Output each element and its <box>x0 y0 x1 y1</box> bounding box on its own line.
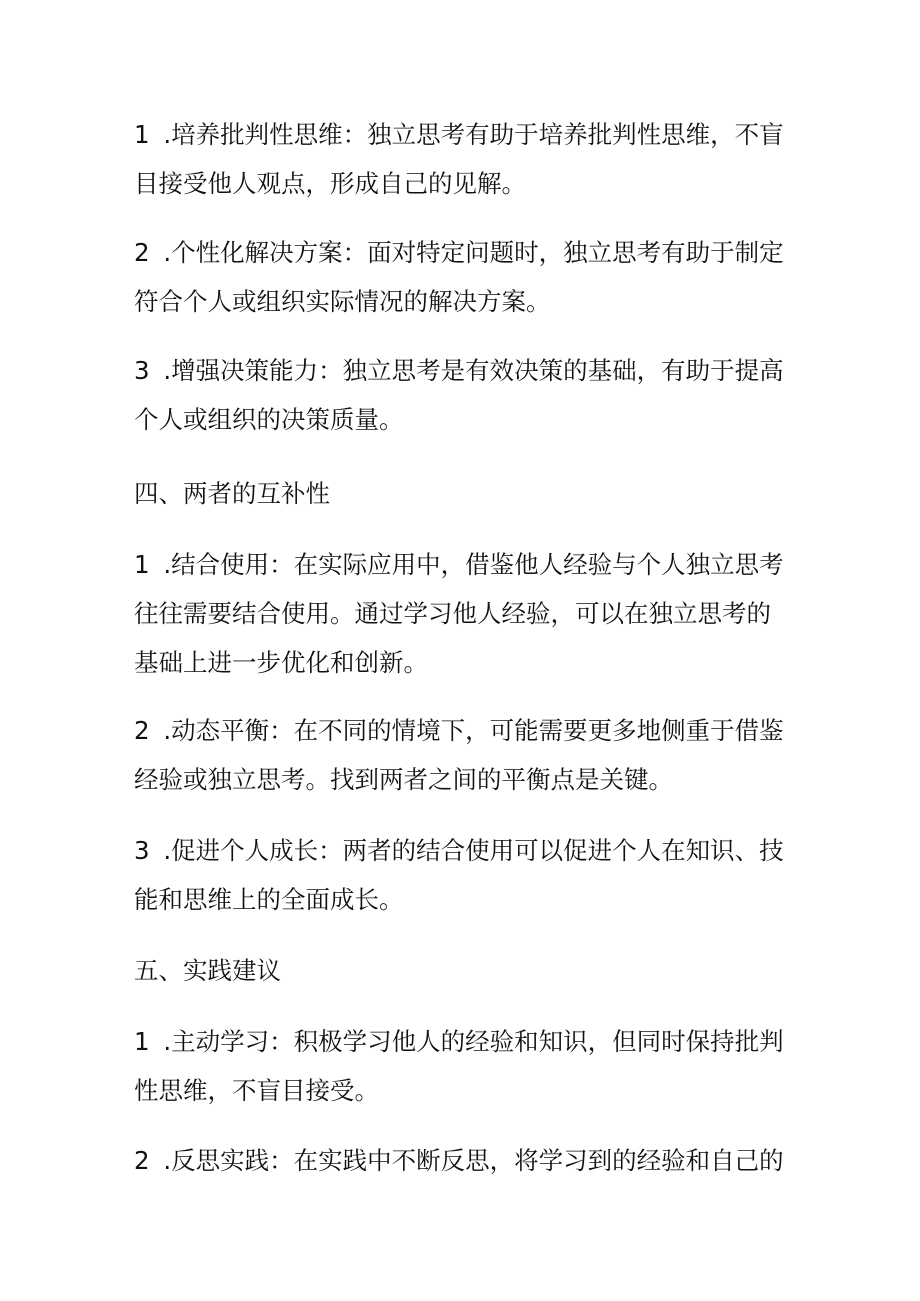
s5-item-2 <box>134 1136 794 1185</box>
s5-item-1 <box>134 1017 794 1115</box>
item-text: .主动学习：积极学习他人的经验和知识，但同时保持批判性思维，不盲目接受。 <box>134 1027 784 1105</box>
s3-item-3 <box>134 346 794 444</box>
s4-item-1 <box>134 540 794 687</box>
item-number: 2 <box>134 1146 150 1175</box>
item-number: 3 <box>134 356 150 385</box>
s4-item-2 <box>134 706 794 804</box>
item-text: .增强决策能力：独立思考是有效决策的基础，有助于提高个人或组织的决策质量。 <box>134 356 784 434</box>
item-number: 2 <box>134 716 150 745</box>
item-text: .反思实践：在实践中不断反思，将学习到的经验和自己的 <box>155 1146 784 1175</box>
section-heading-5: 五、实践建议 <box>134 956 281 985</box>
section-heading-4: 四、两者的互补性 <box>134 479 330 508</box>
item-number: 1 <box>134 120 150 149</box>
item-text: .培养批判性思维：独立思考有助于培养批判性思维，不盲目接受他人观点，形成自己的见解。 <box>134 120 784 198</box>
s3-item-2 <box>134 228 794 326</box>
item-text: .促进个人成长：两者的结合使用可以促进个人在知识、技能和思维上的全面成长。 <box>134 836 784 914</box>
item-number: 3 <box>134 836 150 865</box>
item-number: 2 <box>134 238 150 267</box>
item-text: .动态平衡：在不同的情境下，可能需要更多地侧重于借鉴经验或独立思考。找到两者之间的平衡点是关键。 <box>134 716 784 794</box>
s4-item-3 <box>134 826 794 924</box>
s3-item-1 <box>134 110 794 208</box>
item-number: 1 <box>134 550 150 579</box>
item-number: 1 <box>134 1027 150 1056</box>
item-text: .个性化解决方案：面对特定问题时，独立思考有助于制定符合个人或组织实际情况的解决方案。 <box>134 238 784 316</box>
item-text: .结合使用：在实际应用中，借鉴他人经验与个人独立思考往往需要结合使用。通过学习他人经验，可以在独立思考的基础上进一步优化和创新。 <box>134 550 784 677</box>
